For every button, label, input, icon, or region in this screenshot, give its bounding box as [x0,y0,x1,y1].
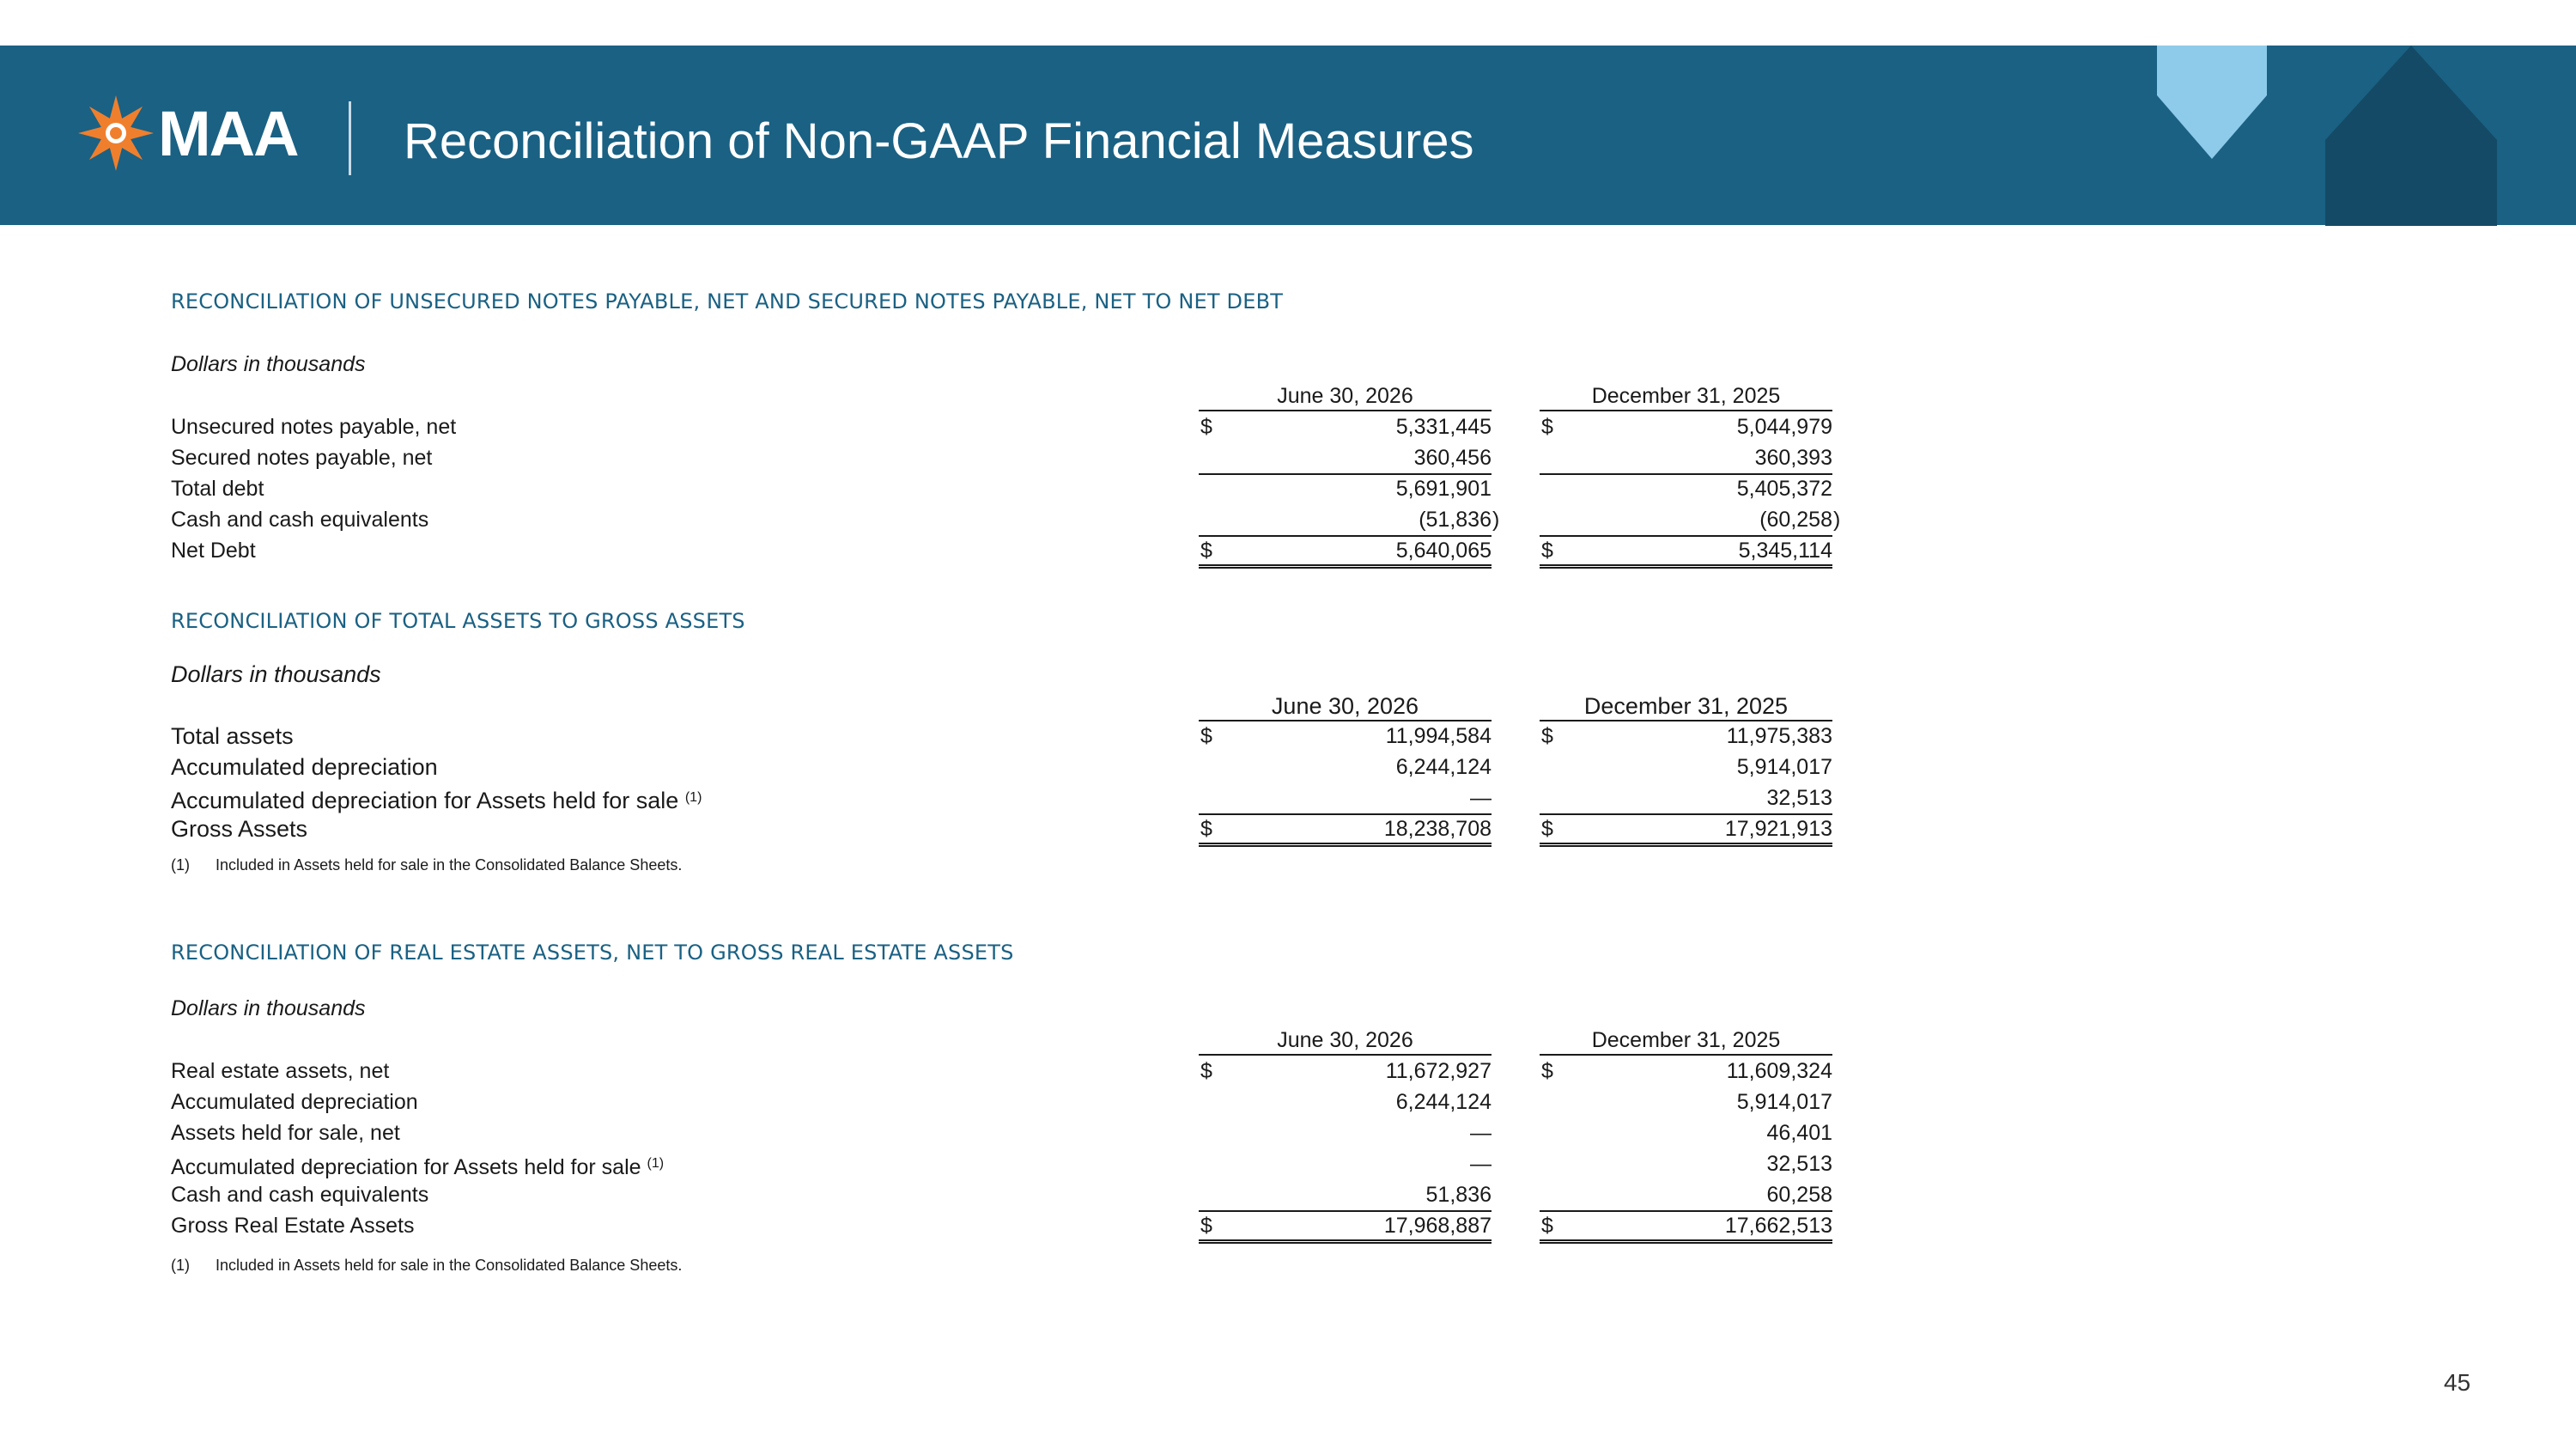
row-label: Gross Real Estate Assets [171,1214,415,1238]
footnote [171,855,682,875]
footnote-ref: (1) [684,790,702,805]
value-dec-2025: 32,513 [1766,786,1832,810]
value-jun-2026: 18,238,708 [1383,817,1492,841]
footnote-text: Included in Assets held for sale in the Consolidated Balance Sheets. [216,1257,683,1274]
dollar-sign: $ [1200,724,1212,748]
dollar-sign: $ [1541,539,1553,563]
column-header-dec-2025: December 31, 2025 [1540,1026,1832,1056]
logo-divider [349,101,351,175]
logo-wordmark: MAA [158,98,298,169]
dollar-sign: $ [1541,1214,1553,1238]
value-jun-2026: (51,836 [1419,508,1492,532]
row-label: Total assets [171,723,294,749]
value-dec-2025: 5,914,017 [1736,1090,1832,1114]
value-jun-2026: — [1470,786,1492,810]
value-dec-2025: 60,258 [1766,1183,1832,1207]
units-label: Dollars in thousands [171,996,366,1020]
row-label: Accumulated depreciation [171,754,438,780]
row-label-text: Accumulated depreciation for Assets held for sale [171,1155,641,1179]
row-label [171,784,702,814]
dollar-sign: $ [1200,1059,1212,1083]
value-dec-2025: 17,921,913 [1724,817,1832,841]
row-label: Gross Assets [171,816,308,842]
value-dec-2025: 5,044,979 [1736,415,1832,439]
value-jun-2026: 360,456 [1413,446,1492,470]
column-header-dec-2025: December 31, 2025 [1540,382,1832,411]
footnote [171,1255,682,1275]
value-jun-2026: 11,672,927 [1385,1059,1492,1083]
row-label: Accumulated depreciation [171,1090,418,1114]
value-dec-2025: 5,405,372 [1736,477,1832,501]
value-dec-2025: 11,975,383 [1726,724,1832,748]
row-label: Total debt [171,477,264,501]
value-jun-2026: 5,331,445 [1395,415,1492,439]
dollar-sign: $ [1541,724,1553,748]
row-label: Assets held for sale, net [171,1121,400,1145]
light-chevron-decoration [2157,46,2269,159]
value-dec-2025: 11,609,324 [1726,1059,1832,1083]
section-title-gross-assets: RECONCILIATION OF TOTAL ASSETS TO GROSS ASSETS [171,609,745,633]
dollar-sign: $ [1200,817,1212,841]
dollar-sign: $ [1200,539,1212,563]
value-dec-2025: 5,914,017 [1736,755,1832,779]
value-jun-2026: 6,244,124 [1395,755,1492,779]
dollar-sign: $ [1541,1059,1553,1083]
value-dec-2025: 46,401 [1766,1121,1832,1145]
close-paren: ) [1492,508,1500,532]
value-jun-2026: 6,244,124 [1395,1090,1492,1114]
row-label [171,1150,664,1181]
column-header-jun-2026: June 30, 2026 [1199,692,1492,721]
value-jun-2026: 11,994,584 [1385,724,1492,748]
column-header-jun-2026: June 30, 2026 [1199,1026,1492,1056]
footnote-text: Included in Assets held for sale in the Consolidated Balance Sheets. [216,856,683,874]
row-label: Cash and cash equivalents [171,1183,429,1207]
units-label: Dollars in thousands [171,352,366,376]
units-label: Dollars in thousands [171,661,381,687]
column-header-dec-2025: December 31, 2025 [1540,692,1832,721]
slide-title: Reconciliation of Non-GAAP Financial Measures [404,113,1474,169]
value-dec-2025: 5,345,114 [1738,539,1832,563]
value-jun-2026: — [1470,1152,1492,1176]
page-number: 45 [2444,1369,2471,1396]
footnote-number: (1) [171,1257,190,1274]
value-jun-2026: 5,640,065 [1395,539,1492,563]
row-label: Real estate assets, net [171,1059,390,1083]
row-label: Net Debt [171,539,256,563]
value-dec-2025: 360,393 [1754,446,1832,470]
value-jun-2026: — [1470,1121,1492,1145]
row-label: Secured notes payable, net [171,446,433,470]
maa-star-logo-icon [77,94,155,172]
dollar-sign: $ [1541,817,1553,841]
row-label-text: Accumulated depreciation for Assets held for sale [171,788,679,813]
value-jun-2026: 17,968,887 [1383,1214,1492,1238]
house-shape-decoration [2325,46,2497,226]
dollar-sign: $ [1200,1214,1212,1238]
value-jun-2026: 5,691,901 [1395,477,1492,501]
value-dec-2025: 17,662,513 [1724,1214,1832,1238]
row-label: Unsecured notes payable, net [171,415,457,439]
dollar-sign: $ [1541,415,1553,439]
dollar-sign: $ [1200,415,1212,439]
footnote-ref: (1) [647,1156,665,1171]
value-dec-2025: (60,258 [1759,508,1832,532]
section-title-net-debt: RECONCILIATION OF UNSECURED NOTES PAYABLE, NET AND SECURED NOTES PAYABLE, NET TO NET DEBT [171,289,1284,314]
value-dec-2025: 32,513 [1766,1152,1832,1176]
value-jun-2026: 51,836 [1425,1183,1492,1207]
row-label: Cash and cash equivalents [171,508,429,532]
section-title-gross-real-estate: RECONCILIATION OF REAL ESTATE ASSETS, NET TO GROSS REAL ESTATE ASSETS [171,941,1014,965]
footnote-number: (1) [171,856,190,874]
column-header-jun-2026: June 30, 2026 [1199,382,1492,411]
close-paren: ) [1833,508,1841,532]
